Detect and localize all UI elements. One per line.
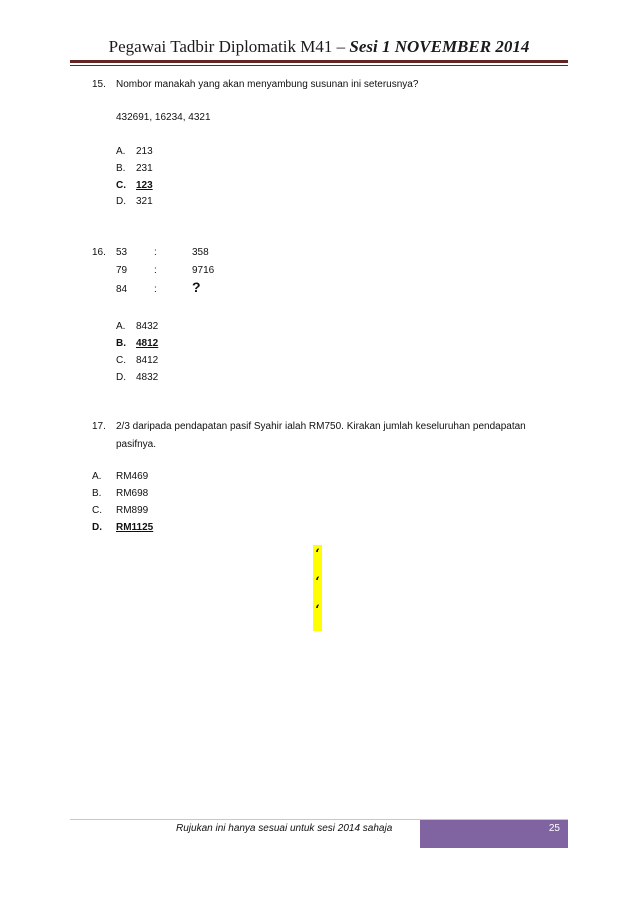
q17-option-c-letter: C. bbox=[92, 505, 102, 516]
q15-option-a-letter: A. bbox=[116, 146, 126, 157]
page-number: 25 bbox=[548, 823, 560, 834]
header-rule-thick bbox=[70, 60, 568, 63]
quote-mark-3: ‘ bbox=[315, 603, 320, 618]
q16-option-d-value: 4832 bbox=[136, 372, 159, 383]
q16-option-b-value-answer: 4812 bbox=[136, 338, 159, 349]
q16-option-c-letter: C. bbox=[116, 355, 126, 366]
q16-row3-unknown: ? bbox=[192, 279, 201, 295]
q15-option-a-value: 213 bbox=[136, 146, 153, 157]
q17-option-c-value: RM899 bbox=[116, 505, 149, 516]
q16-option-c-value: 8412 bbox=[136, 355, 159, 366]
q16-option-d-letter: D. bbox=[116, 372, 126, 383]
q16-option-b-letter: B. bbox=[116, 338, 126, 349]
header-title-prefix: Pegawai Tadbir Diplomatik M41 – bbox=[108, 37, 350, 56]
q17-option-a-value: RM469 bbox=[116, 471, 149, 482]
q15-option-c-letter: C. bbox=[116, 180, 126, 191]
header-title-session: Sesi 1 NOVEMBER 2014 bbox=[349, 37, 530, 56]
q15-option-c-value-answer: 123 bbox=[136, 180, 153, 191]
quote-mark-1: ‘ bbox=[315, 547, 320, 562]
q16-row3-sep: : bbox=[154, 284, 157, 295]
q16-row2-sep: : bbox=[154, 265, 157, 276]
q17-text-line1: 2/3 daripada pendapatan pasif Syahir ialah RM750. Kirakan jumlah keseluruhan pendapatan bbox=[116, 421, 526, 432]
header-rule-thin bbox=[70, 65, 568, 66]
q15-text: Nombor manakah yang akan menyambung susunan ini seterusnya? bbox=[116, 79, 419, 90]
q16-row2-left: 79 bbox=[116, 265, 128, 276]
q15-option-d-value: 321 bbox=[136, 196, 153, 207]
q17-option-d-value-answer: RM1125 bbox=[116, 522, 154, 533]
q16-option-a-value: 8432 bbox=[136, 321, 159, 332]
q17-option-b-letter: B. bbox=[92, 488, 102, 499]
q16-row1-sep: : bbox=[154, 247, 157, 258]
q16-row1-right: 358 bbox=[192, 247, 209, 258]
q17-number: 17. bbox=[92, 421, 106, 432]
q16-row1-left: 53 bbox=[116, 247, 128, 258]
q16-number: 16. bbox=[92, 247, 106, 258]
q16-row3-left: 84 bbox=[116, 284, 128, 295]
q17-text-line2: pasifnya. bbox=[116, 439, 157, 450]
q16-row2-right: 9716 bbox=[192, 265, 215, 276]
quote-mark-2: ‘ bbox=[315, 575, 320, 590]
q15-option-b-letter: B. bbox=[116, 163, 126, 174]
q15-number: 15. bbox=[92, 79, 106, 90]
q15-sequence: 432691, 16234, 4321 bbox=[116, 112, 211, 123]
q16-option-a-letter: A. bbox=[116, 321, 126, 332]
q17-option-d-letter: D. bbox=[92, 522, 102, 533]
q17-option-b-value: RM698 bbox=[116, 488, 149, 499]
q17-option-a-letter: A. bbox=[92, 471, 102, 482]
q15-option-d-letter: D. bbox=[116, 196, 126, 207]
page-header-title bbox=[0, 37, 638, 57]
footer-page-box bbox=[420, 820, 568, 848]
footer-note: Rujukan ini hanya sesuai untuk sesi 2014 sahaja bbox=[176, 823, 393, 834]
q15-option-b-value: 231 bbox=[136, 163, 153, 174]
